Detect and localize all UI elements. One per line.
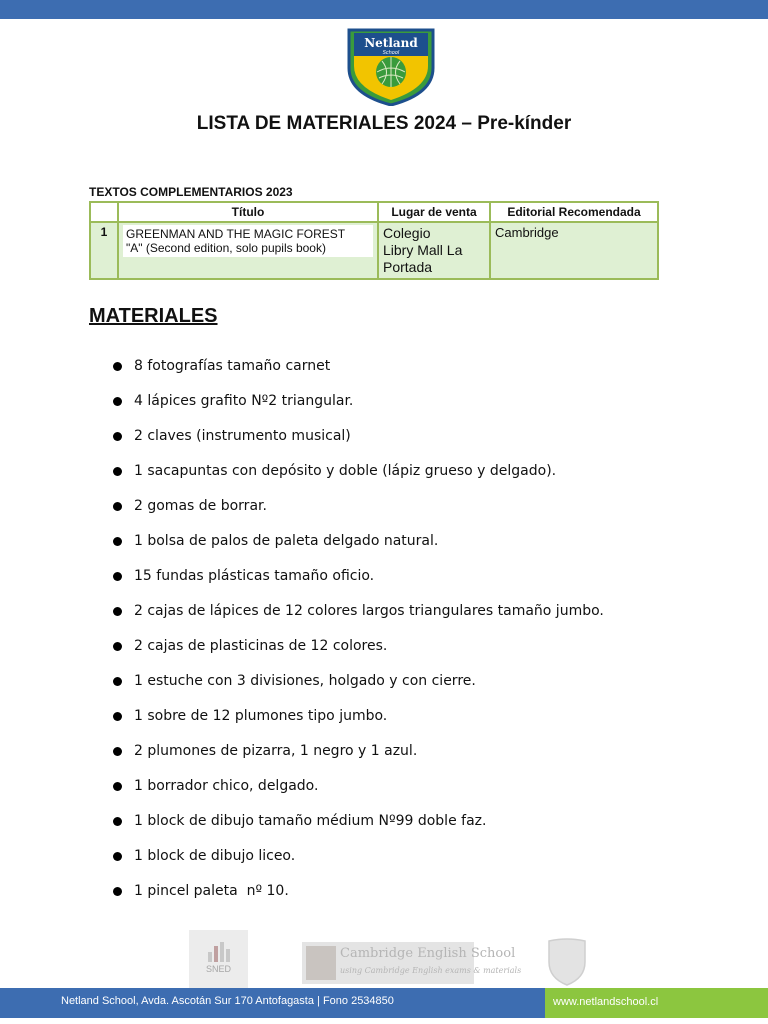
footer-website-box (545, 988, 768, 1018)
sale-place-line: Colegio (383, 225, 431, 241)
list-item: 4 lápices grafito Nº2 triangular. (134, 384, 604, 419)
column-header-titulo: Título (118, 202, 378, 222)
list-item: 2 cajas de plasticinas de 12 colores. (134, 629, 604, 664)
list-item: 2 cajas de lápices de 12 colores largos triangulares tamaño jumbo. (134, 594, 604, 629)
book-title-detail: "A" (Second edition, solo pupils book) (126, 241, 326, 255)
textos-table (89, 201, 659, 280)
list-item: 1 sacapuntas con depósito y doble (lápiz grueso y delgado). (134, 454, 604, 489)
column-header-editorial: Editorial Recomendada (490, 202, 658, 222)
logo-tagline: School (382, 50, 400, 56)
publisher-cell: Cambridge (490, 222, 658, 279)
list-item: 1 block de dibujo tamaño médium Nº99 doble faz. (134, 804, 604, 839)
logo-name: Netland (364, 36, 418, 50)
row-number: 1 (90, 222, 118, 279)
footer-logos (0, 930, 768, 988)
list-item: 1 sobre de 12 plumones tipo jumbo. (134, 699, 604, 734)
sale-place-cell (378, 222, 490, 279)
sale-place-line: Libry Mall La (383, 242, 463, 258)
document-title: LISTA DE MATERIALES 2024 – Pre-kínder (196, 113, 572, 134)
materiales-heading: MATERIALES (89, 305, 218, 327)
column-header-number (90, 202, 118, 222)
netland-school-logo (346, 28, 436, 106)
list-item: 1 estuche con 3 divisiones, holgado y con cierre. (134, 664, 604, 699)
footer-bar (0, 988, 768, 1018)
column-header-lugar: Lugar de venta (378, 202, 490, 222)
list-item: 1 borrador chico, delgado. (134, 769, 604, 804)
list-item: 2 claves (instrumento musical) (134, 419, 604, 454)
list-item: 1 pincel paleta nº 10. (134, 874, 604, 909)
sned-logo (189, 930, 248, 988)
materials-list (134, 349, 604, 909)
textos-caption: TEXTOS COMPLEMENTARIOS 2023 (89, 185, 293, 199)
footer-website: www.netlandschool.cl (553, 996, 659, 1008)
cambridge-logo-subtitle: using Cambridge English exams & materials (340, 966, 522, 975)
cambridge-logo-title: Cambridge English School (340, 946, 516, 961)
list-item: 1 block de dibujo liceo. (134, 839, 604, 874)
table-header-row (90, 202, 658, 222)
table-row (90, 222, 658, 279)
list-item: 15 fundas plásticas tamaño oficio. (134, 559, 604, 594)
list-item: 1 bolsa de palos de paleta delgado natural. (134, 524, 604, 559)
sned-mark-icon (208, 942, 230, 962)
shield-badge-icon (547, 938, 587, 986)
cambridge-english-school-logo (302, 942, 522, 984)
top-banner (0, 0, 768, 19)
book-title-cell (118, 222, 378, 279)
list-item: 2 plumones de pizarra, 1 negro y 1 azul. (134, 734, 604, 769)
list-item: 2 gomas de borrar. (134, 489, 604, 524)
sned-label: SNED (205, 964, 231, 974)
book-title-box (123, 225, 373, 257)
cambridge-crest-icon (306, 946, 336, 980)
book-title: GREENMAN AND THE MAGIC FOREST (126, 227, 346, 241)
list-item: 8 fotografías tamaño carnet (134, 349, 604, 384)
footer-address: Netland School, Avda. Ascotán Sur 170 Antofagasta | Fono 2534850 (61, 995, 394, 1007)
sale-place-line: Portada (383, 259, 433, 275)
